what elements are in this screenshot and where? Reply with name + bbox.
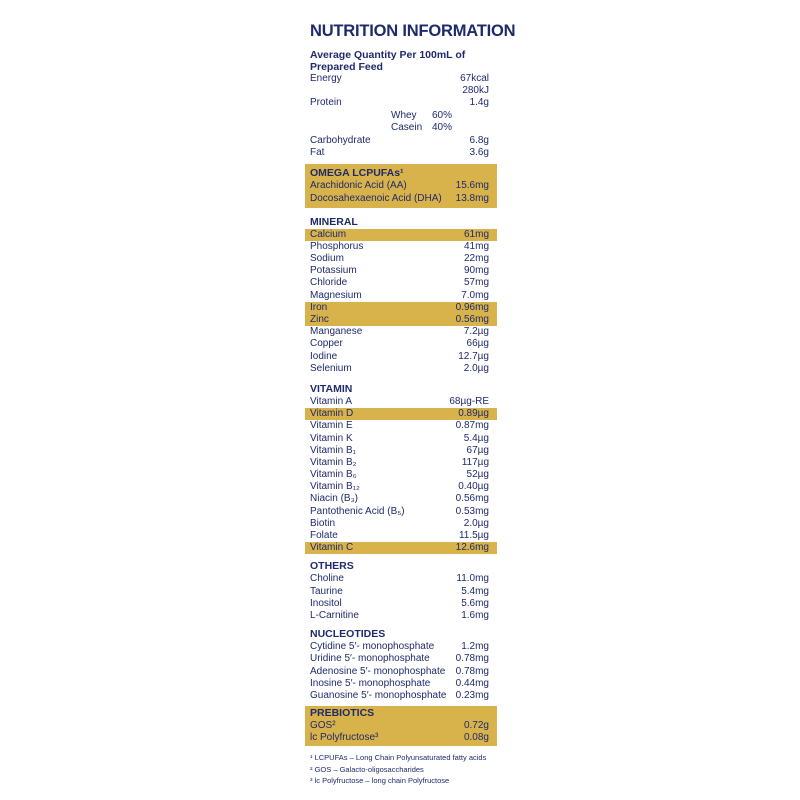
nutrient-label: Potassium: [310, 265, 357, 277]
nutrient-row: [305, 518, 497, 530]
nutrient-row: [305, 653, 497, 665]
nutrient-row: [305, 586, 497, 598]
whey-row: [305, 110, 497, 122]
nutrient-value: 117µg: [461, 456, 489, 468]
fat-label: Fat: [310, 147, 325, 159]
others-heading: OTHERS: [310, 560, 354, 573]
casein-label: Casein: [391, 121, 423, 133]
nutrient-value: 0.72g: [463, 720, 489, 732]
nutrient-value: 0.89µg: [458, 408, 489, 420]
nutrient-value: 2.0µg: [463, 517, 489, 529]
nutrient-row: [305, 542, 497, 554]
nutrient-row: [305, 314, 497, 326]
nutrient-row: [305, 241, 497, 253]
nutrient-row: [305, 598, 497, 610]
nutrient-row: [305, 253, 497, 265]
vitamin-rows: [305, 396, 497, 554]
nutrient-row: [305, 396, 497, 408]
nutrient-value: 0.96mg: [455, 301, 489, 313]
nutrient-value: 61mg: [463, 228, 489, 240]
nutrient-row: [305, 530, 497, 542]
nutrient-value: 66µg: [466, 338, 489, 350]
nutrient-row: [305, 481, 497, 493]
mineral-heading: MINERAL: [310, 215, 358, 228]
nutrient-value: 0.56mg: [455, 314, 489, 325]
nucleotides-heading: NUCLEOTIDES: [310, 628, 386, 641]
nutrient-row: [305, 732, 497, 744]
nutrient-value: 5.6mg: [461, 597, 489, 609]
nutrient-row: [305, 265, 497, 277]
nutrient-label: Iron: [310, 301, 328, 313]
nutrient-value: 0.40µg: [458, 481, 489, 493]
nutrient-label: Vitamin E: [310, 420, 353, 432]
nutrient-value: 0.44mg: [455, 677, 489, 689]
nutrient-label: Uridine 5′- monophosphate: [310, 653, 430, 665]
nutrient-label: lc Polyfructose³: [310, 732, 379, 744]
nutrient-value: 0.53mg: [455, 505, 489, 517]
nutrient-label: GOS²: [310, 720, 336, 732]
whey-label: Whey: [391, 109, 417, 121]
omega-section: [305, 164, 497, 207]
nutrient-label: Adenosine 5′- monophosphate: [310, 665, 446, 677]
nutrient-label: Sodium: [310, 253, 344, 265]
nutrient-label: Cytidine 5′- monophosphate: [310, 641, 435, 653]
nutrient-label: Inosine 5′- monophosphate: [310, 677, 431, 689]
nutrient-row: [305, 338, 497, 350]
nutrient-row: [305, 408, 497, 420]
nutrient-label: Taurine: [310, 585, 343, 597]
nutrient-value: 11.5µg: [458, 530, 489, 541]
nutrient-value: 0.87mg: [455, 420, 489, 432]
nutrient-value: 52µg: [466, 469, 489, 481]
nutrient-row: [305, 420, 497, 432]
nutrient-label: Vitamin B₁: [310, 444, 356, 456]
protein-row: [305, 97, 497, 109]
nutrient-label: Folate: [310, 530, 338, 541]
vitamin-section: [305, 383, 497, 554]
nutrient-row: [305, 277, 497, 289]
omega-heading: OMEGA LCPUFAs¹: [310, 167, 404, 180]
energy-kcal: 67kcal: [460, 73, 489, 84]
prebiotics-heading: PREBIOTICS: [310, 707, 375, 720]
fat-row: [305, 147, 497, 159]
energy-label: Energy: [310, 73, 342, 84]
nutrient-row: [305, 302, 497, 314]
nutrient-row: [305, 351, 497, 363]
carbohydrate-value: 6.8g: [469, 134, 489, 146]
casein-row: [305, 122, 497, 134]
nutrient-value: 0.78mg: [455, 653, 489, 665]
nutrient-label: Choline: [310, 573, 344, 585]
nutrient-label: Zinc: [310, 314, 329, 325]
nutrient-label: Selenium: [310, 362, 352, 374]
nutrient-value: 0.56mg: [455, 493, 489, 505]
nutrient-label: Niacin (B₃): [310, 493, 358, 505]
nutrient-row: [305, 641, 497, 653]
nutrient-label: Magnesium: [310, 289, 362, 301]
nutrient-value: 5.4mg: [461, 585, 489, 597]
nutrient-row: [305, 506, 497, 518]
nutrient-label: Vitamin A: [310, 395, 353, 407]
nutrient-value: 1.2mg: [461, 641, 489, 653]
energy-kj-row: [305, 85, 497, 97]
nutrient-value: 41mg: [463, 240, 489, 252]
nutrient-label: Docosahexaenoic Acid (DHA): [310, 192, 442, 204]
nutrient-value: 11.0mg: [456, 573, 489, 585]
nutrient-row: [305, 193, 497, 205]
nutrient-row: [305, 433, 497, 445]
nutrient-value: 0.78mg: [455, 665, 489, 677]
nutrient-label: Calcium: [310, 228, 347, 240]
energy-row: [305, 73, 497, 85]
nucleotides-rows: [305, 641, 497, 702]
nutrient-row: [305, 363, 497, 375]
nutrient-label: L-Carnitine: [310, 609, 359, 621]
nutrient-row: [305, 678, 497, 690]
nutrient-label: Vitamin D: [310, 408, 354, 420]
footnote-2: ² GOS – Galacto-oligosaccharides: [310, 764, 424, 774]
nutrient-label: Guanosine 5′- monophosphate: [310, 689, 447, 701]
nutrition-panel: [305, 18, 516, 786]
basic-section: [305, 73, 497, 159]
footnotes: [305, 752, 497, 787]
nutrient-row: [305, 493, 497, 505]
nutrient-value: 7.0mg: [461, 289, 489, 301]
nutrient-row: [305, 469, 497, 481]
nutrient-value: 0.23mg: [455, 689, 489, 701]
nutrient-label: Copper: [310, 338, 343, 350]
nutrient-label: Vitamin B₆: [310, 469, 357, 481]
nutrient-value: 13.8mg: [455, 192, 489, 204]
nutrient-row: [305, 326, 497, 338]
nutrient-label: Biotin: [310, 517, 336, 529]
vitamin-heading: VITAMIN: [310, 382, 353, 395]
prebiotics-rows: [305, 720, 497, 744]
nutrient-value: 12.6mg: [455, 542, 489, 554]
protein-label: Protein: [310, 97, 342, 109]
nutrient-value: 90mg: [463, 265, 489, 277]
nutrient-row: [305, 610, 497, 622]
casein-pct: 40%: [432, 121, 453, 133]
mineral-section: [305, 216, 497, 375]
nutrient-label: Chloride: [310, 277, 348, 289]
nutrient-value: 22mg: [463, 253, 489, 265]
prebiotics-section: [305, 706, 497, 746]
nutrient-value: 7.2µg: [463, 326, 489, 338]
nutrient-label: Phosphorus: [310, 240, 364, 252]
nutrient-value: 2.0µg: [463, 362, 489, 374]
nutrient-label: Manganese: [310, 326, 363, 338]
others-section: [305, 560, 497, 622]
nutrient-value: 1.6mg: [461, 609, 489, 621]
nutrient-row: [305, 290, 497, 302]
footnote-3: ³ lc Polyfructose – long chain Polyfructose: [310, 776, 450, 786]
nucleotides-section: [305, 628, 497, 702]
nutrient-label: Arachidonic Acid (AA): [310, 180, 407, 192]
whey-pct: 60%: [432, 109, 453, 121]
nutrient-row: [305, 720, 497, 732]
nutrient-value: 67µg: [466, 444, 489, 456]
nutrient-row: [305, 457, 497, 469]
mineral-rows: [305, 229, 497, 375]
nutrient-row: [305, 690, 497, 702]
nutrient-row: [305, 573, 497, 585]
nutrient-label: Vitamin B₁₂: [310, 481, 360, 493]
nutrient-label: Vitamin C: [310, 542, 354, 554]
others-rows: [305, 573, 497, 622]
nutrient-label: Pantothenic Acid (B₅): [310, 505, 405, 517]
nutrient-row: [305, 666, 497, 678]
nutrient-value: 5.4µg: [463, 432, 489, 444]
nutrient-value: 12.7µg: [458, 350, 489, 362]
energy-kj: 280kJ: [462, 85, 489, 97]
nutrient-value: 15.6mg: [455, 180, 489, 192]
nutrient-value: 0.08g: [463, 732, 489, 744]
nutrient-label: Inositol: [310, 597, 342, 609]
nutrient-row: [305, 445, 497, 457]
subheading: Average Quantity Per 100mL of Prepared Feed: [310, 49, 466, 73]
nutrient-row: [305, 229, 497, 241]
omega-rows: [305, 180, 497, 204]
nutrient-value: 57mg: [463, 277, 489, 289]
page-title: NUTRITION INFORMATION: [310, 22, 516, 40]
nutrient-label: Iodine: [310, 350, 338, 362]
nutrient-row: [305, 180, 497, 192]
footnote-1: ¹ LCPUFAs – Long Chain Polyunsaturated fatty acids: [310, 753, 487, 763]
carbohydrate-label: Carbohydrate: [310, 134, 371, 146]
protein-value: 1.4g: [469, 97, 489, 109]
nutrient-value: 68µg-RE: [449, 395, 489, 407]
carbohydrate-row: [305, 135, 497, 147]
fat-value: 3.6g: [469, 147, 489, 159]
nutrient-label: Vitamin B₂: [310, 456, 357, 468]
nutrient-label: Vitamin K: [310, 432, 353, 444]
